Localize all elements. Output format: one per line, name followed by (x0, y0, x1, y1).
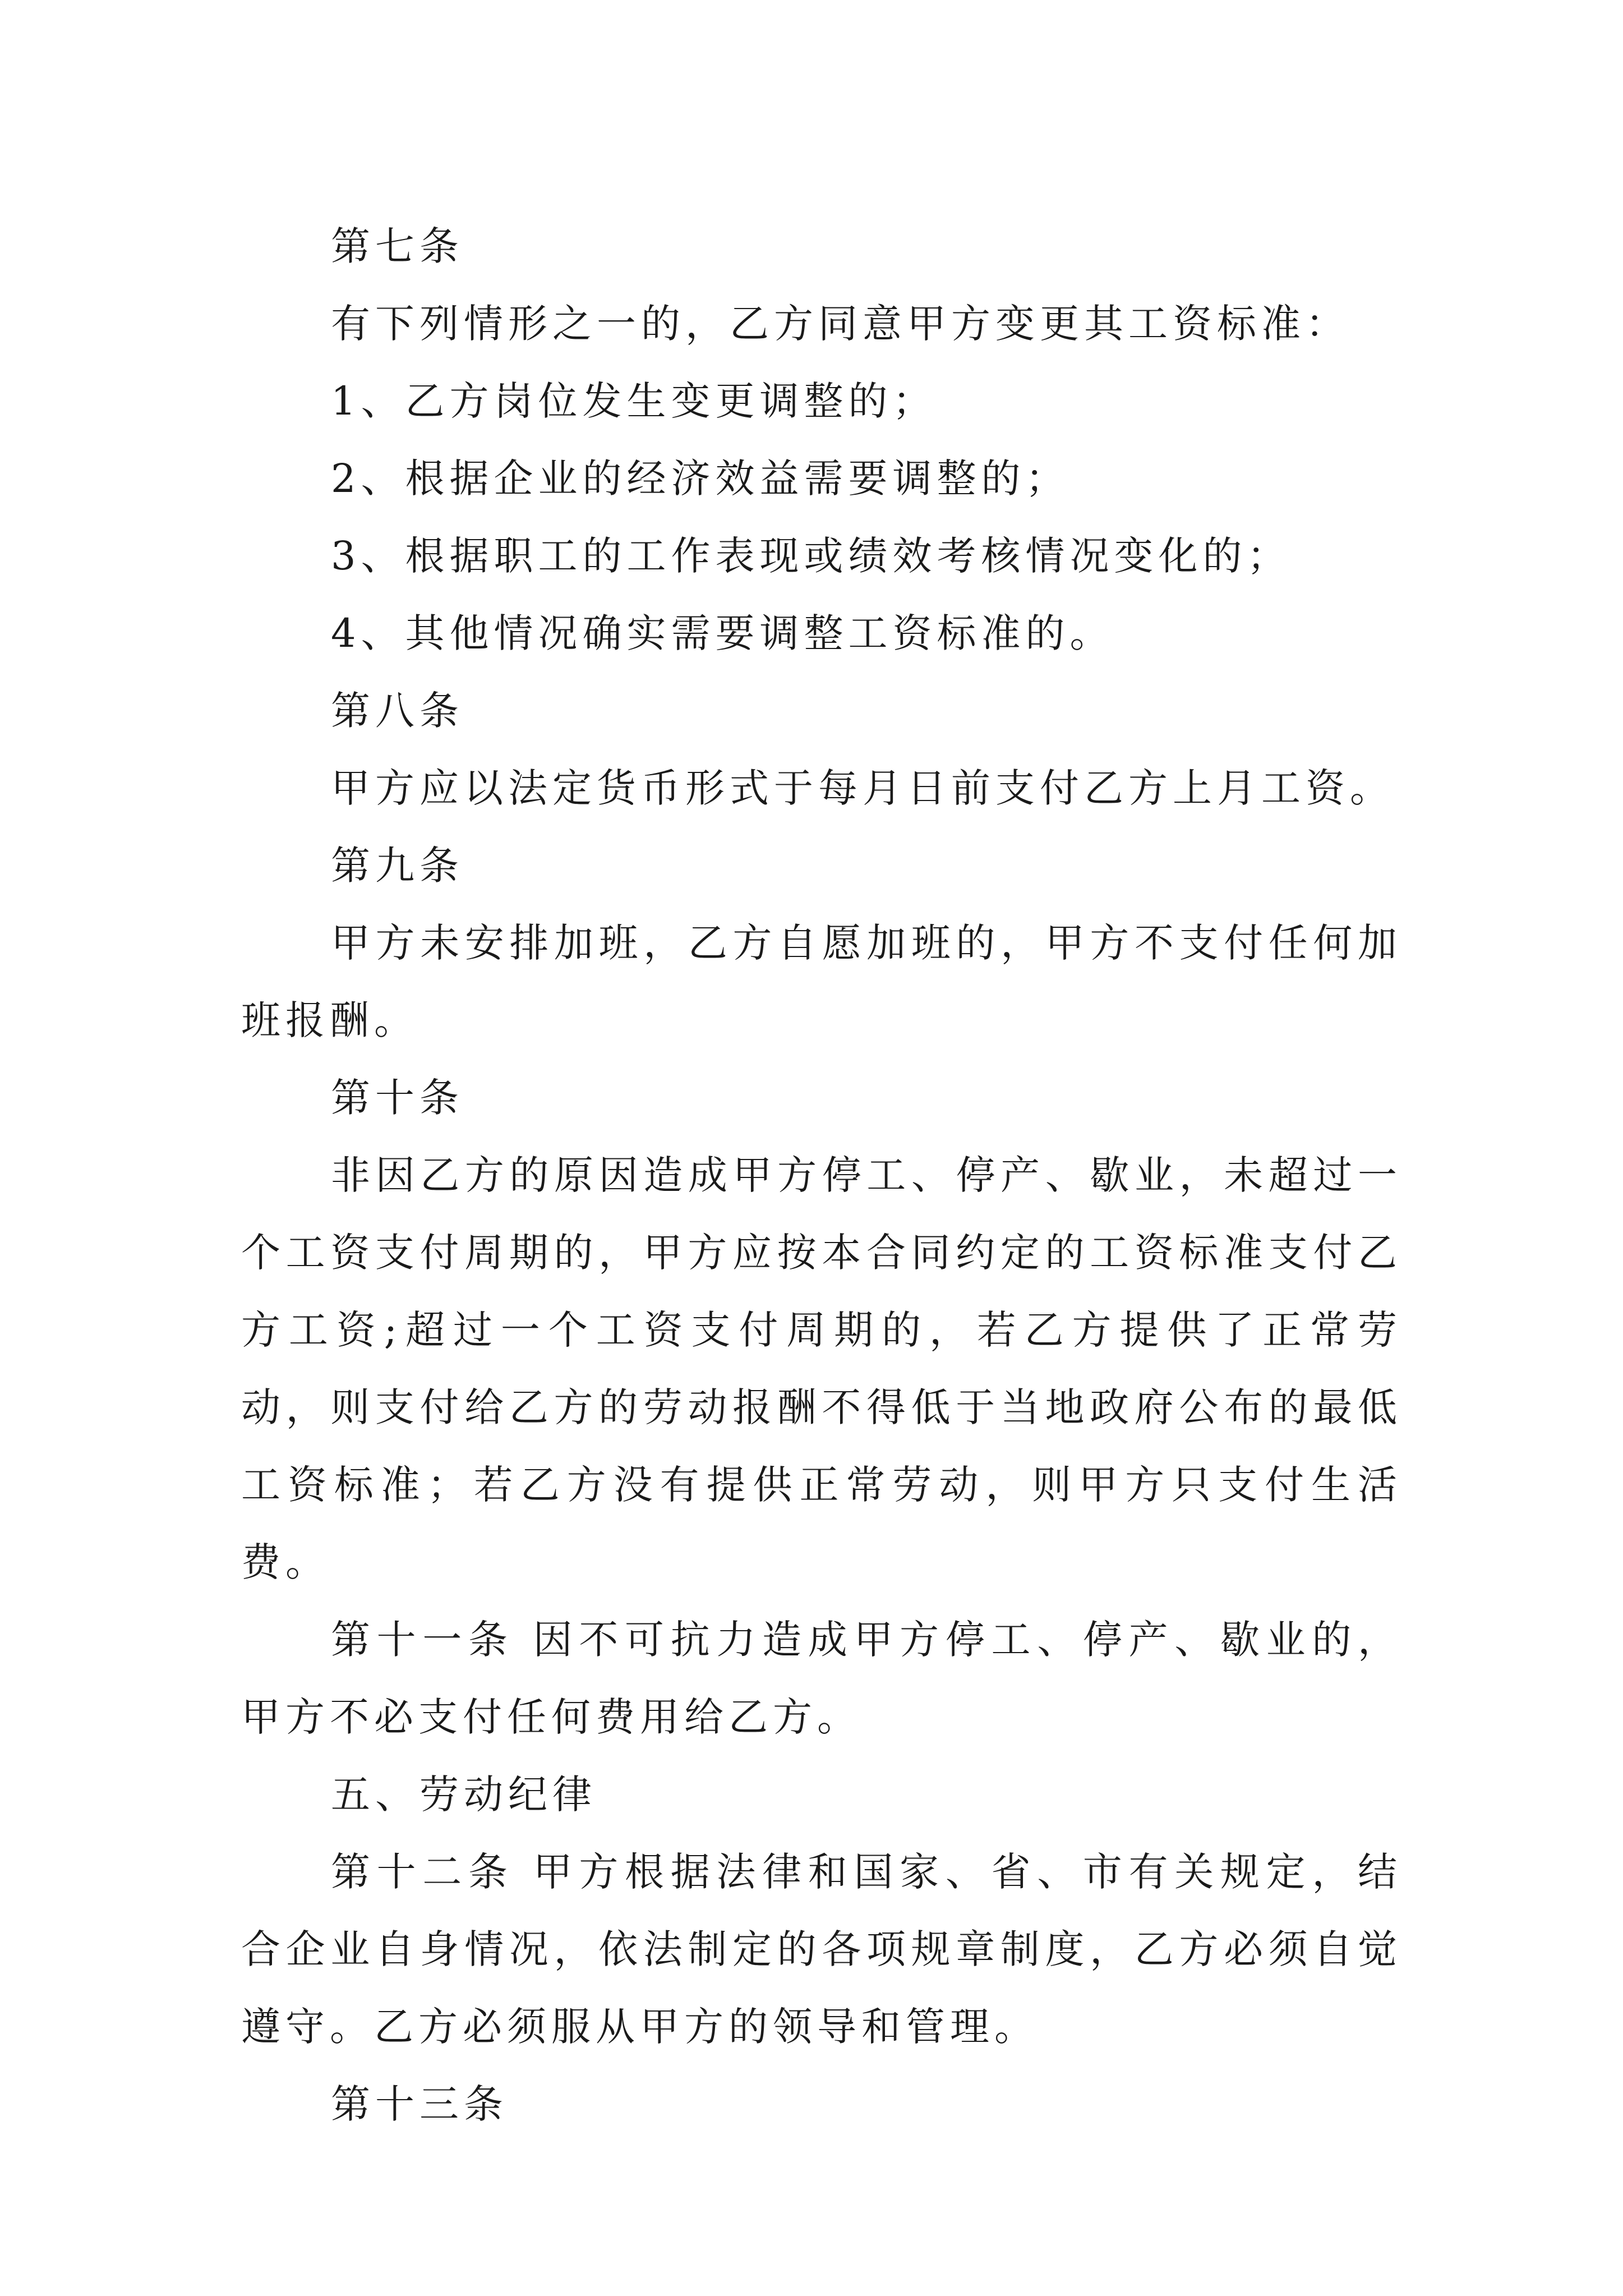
article-10-heading: 第十条 (331, 1075, 464, 1121)
article-8-heading: 第八条 (331, 688, 464, 734)
article-7-heading: 第七条 (331, 223, 464, 269)
section-5-heading: 五、劳动纪律 (331, 1772, 597, 1818)
document-page (241, 208, 1402, 2143)
article-8-text: 甲方应以法定货币形式于每月日前支付乙方上月工资。 (331, 765, 1394, 811)
article-10-text: 非因乙方的原因造成甲方停工、停产、歇业，未超过一个工资支付周期的，甲方应按本合同约定的工资标准支付乙方工资;超过一个工资支付周期的，若乙方提供了正常劳动，则支付给乙方的劳动报酬不得低于当地政府公布的最低工资标准；若乙方没有提供正常劳动，则甲方只支付生活费。 (241, 1152, 1402, 1585)
article-9-text: 甲方未安排加班，乙方自愿加班的，甲方不支付任何加班报酬。 (241, 920, 1402, 1043)
article-7-item-4: 4、其他情况确实需要调整工资标准的。 (331, 610, 1114, 656)
article-7-item-3: 3、根据职工的工作表现或绩效考核情况变化的； (331, 533, 1292, 579)
article-7-item-1: 1、乙方岗位发生变更调整的； (331, 378, 937, 424)
article-7-intro: 有下列情形之一的，乙方同意甲方变更其工资标准： (331, 301, 1350, 347)
article-13-heading: 第十三条 (331, 2081, 508, 2127)
article-11-text: 第十一条 因不可抗力造成甲方停工、停产、歇业的，甲方不必支付任何费用给乙方。 (241, 1617, 1402, 1740)
article-12-text: 第十二条 甲方根据法律和国家、省、市有关规定，结合企业自身情况，依法制定的各项规章制度，乙方必须自觉遵守。乙方必须服从甲方的领导和管理。 (241, 1849, 1402, 2050)
article-9-heading: 第九条 (331, 843, 464, 889)
article-7-item-2: 2、根据企业的经济效益需要调整的； (331, 455, 1070, 501)
